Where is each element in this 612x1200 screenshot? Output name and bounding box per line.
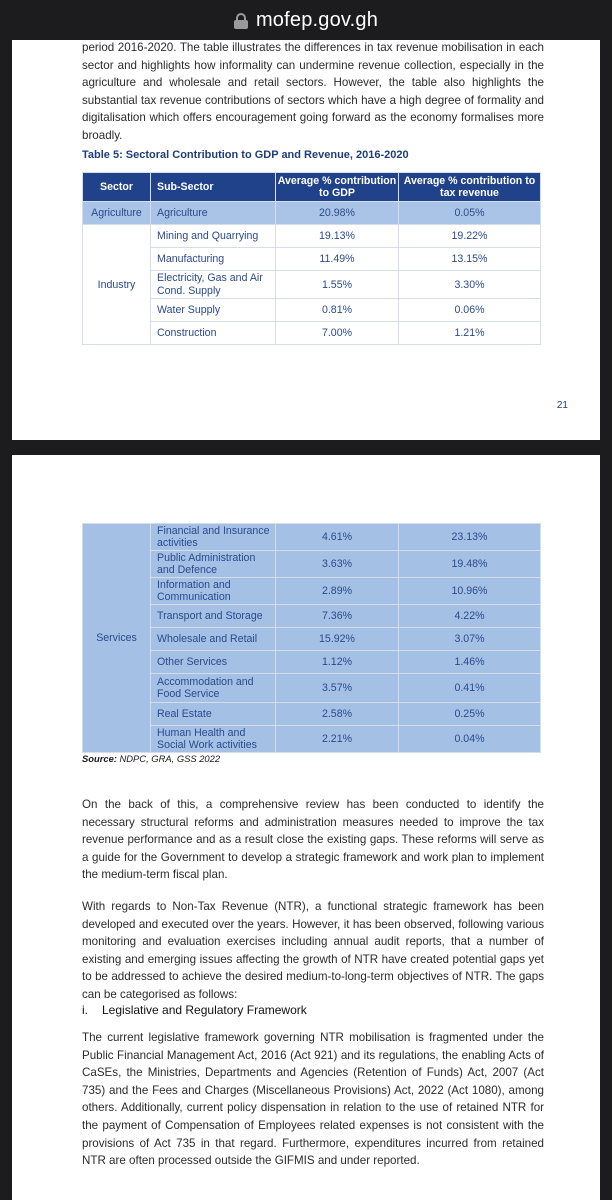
sub-sector-cell: Construction <box>151 322 276 345</box>
gdp-cell: 4.61% <box>276 524 399 551</box>
gdp-cell: 19.13% <box>276 225 399 248</box>
table-row <box>83 551 541 578</box>
body-paragraph-2: With regards to Non-Tax Revenue (NTR), a functional strategic framework has been developed and executed over the years. However, it has been observed, following various monitoring and evaluation exercises including annual audit reports, that a number of existing and emerging issues affecting the growth of NTR have created potential gaps yet to be addressed to achieve the desired medium-to-long-term objectives of NTR. The gaps can be categorised as follows: <box>82 900 544 1001</box>
section-heading-number: i. <box>82 1003 88 1017</box>
body-paragraph-1: On the back of this, a comprehensive review has been conducted to identify the necessary structural reforms and administration measures needed to improve the tax revenue performance and as a result close the existing gaps. These reforms will serve as a guide for the Government to develop a strategic framework and work plan to implement the medium-term fiscal plan. <box>82 798 544 882</box>
table-row <box>83 674 541 703</box>
table-row <box>83 299 541 322</box>
section-heading <box>82 1003 307 1017</box>
sub-sector-cell: Manufacturing <box>151 248 276 271</box>
table-row <box>83 322 541 345</box>
gdp-cell: 15.92% <box>276 628 399 651</box>
gdp-cell: 2.58% <box>276 703 399 726</box>
table-source <box>82 753 220 764</box>
table-row <box>83 202 541 225</box>
table-row <box>83 651 541 674</box>
page-number: 21 <box>556 400 568 411</box>
table-row <box>83 248 541 271</box>
document-page-22 <box>12 455 600 1200</box>
browser-url-bar[interactable] <box>0 0 612 40</box>
intro-paragraph: period 2016-2020. The table illustrates the differences in tax revenue mobilisation in each sector and highlights how informality can undermine revenue collection, especially in the agriculture and wholesale and retail sectors. However, the table also highlights the substantial tax revenue contributions of sectors which have a high degree of formality and digitalisation which offers encouragement going forward as the economy formalises more broadly. <box>82 41 544 142</box>
sub-sector-cell: Information and Communication <box>151 578 276 605</box>
tax-cell: 1.21% <box>399 322 541 345</box>
header-gdp: Average % contribution to GDP <box>276 173 399 202</box>
sub-sector-cell: Transport and Storage <box>151 605 276 628</box>
url-text[interactable]: mofep.gov.gh <box>255 8 379 31</box>
gdp-cell: 11.49% <box>276 248 399 271</box>
tax-cell: 0.04% <box>399 726 541 753</box>
sector-table-part2 <box>82 523 541 753</box>
gdp-cell: 3.63% <box>276 551 399 578</box>
sub-sector-cell: Water Supply <box>151 299 276 322</box>
gdp-cell: 20.98% <box>276 202 399 225</box>
table-row <box>83 703 541 726</box>
sub-sector-cell: Agriculture <box>151 202 276 225</box>
sub-sector-cell: Real Estate <box>151 703 276 726</box>
tax-cell: 13.15% <box>399 248 541 271</box>
table-row <box>83 726 541 753</box>
table-row <box>83 271 541 299</box>
tax-cell: 4.22% <box>399 605 541 628</box>
table-caption: Table 5: Sectoral Contribution to GDP and Revenue, 2016-2020 <box>82 149 409 161</box>
table-row <box>83 524 541 551</box>
gdp-cell: 2.21% <box>276 726 399 753</box>
header-tax: Average % contribution to tax revenue <box>399 173 541 202</box>
source-text: NDPC, GRA, GSS 2022 <box>119 753 221 764</box>
gdp-cell: 3.57% <box>276 674 399 703</box>
table-row <box>83 225 541 248</box>
tax-cell: 0.06% <box>399 299 541 322</box>
table-row <box>83 605 541 628</box>
section-heading-text: Legislative and Regulatory Framework <box>102 1003 307 1017</box>
tax-cell: 19.48% <box>399 551 541 578</box>
sector-cell-industry: Industry <box>83 225 151 345</box>
sector-table-part1 <box>82 172 541 345</box>
sub-sector-cell: Human Health and Social Work activities <box>151 726 276 753</box>
table-row <box>83 578 541 605</box>
body-paragraph-3: The current legislative framework governing NTR mobilisation is fragmented under the Public Financial Management Act, 2016 (Act 921) and its regulations, the enabling Acts of CaSEs, the Ministries, Departments and Agencies (Retention of Funds) Act, 2007 (Act 735) and the Fees and Charges (Miscellaneous Provisions) Act, 2022 (Act 1080), among others. Additionally, current policy dispensation in relation to the use of retained NTR for the payment of Compensation of Employees related expenses is not consistent with the provisions of Act 735 in that regard. Furthermore, expenditures incurred from retained NTR are often processed outside the GIFMIS and under reported. <box>82 1031 544 1168</box>
header-sub-sector: Sub-Sector <box>151 173 276 202</box>
sub-sector-cell: Public Administration and Defence <box>151 551 276 578</box>
sub-sector-cell: Financial and Insurance activities <box>151 524 276 551</box>
sector-cell-services: Services <box>83 524 151 753</box>
gdp-cell: 2.89% <box>276 578 399 605</box>
source-label: Source: <box>82 753 117 764</box>
table-header-row <box>83 173 541 202</box>
sector-cell: Agriculture <box>83 202 151 225</box>
sub-sector-cell: Electricity, Gas and Air Cond. Supply <box>151 271 276 299</box>
gdp-cell: 1.12% <box>276 651 399 674</box>
tax-cell: 0.25% <box>399 703 541 726</box>
tax-cell: 3.07% <box>399 628 541 651</box>
tax-cell: 3.30% <box>399 271 541 299</box>
gdp-cell: 7.00% <box>276 322 399 345</box>
tax-cell: 1.46% <box>399 651 541 674</box>
lock-icon <box>234 13 248 29</box>
table-row <box>83 628 541 651</box>
sub-sector-cell: Accommodation and Food Service <box>151 674 276 703</box>
gdp-cell: 7.36% <box>276 605 399 628</box>
sub-sector-cell: Wholesale and Retail <box>151 628 276 651</box>
tax-cell: 23.13% <box>399 524 541 551</box>
tax-cell: 0.05% <box>399 202 541 225</box>
gdp-cell: 0.81% <box>276 299 399 322</box>
gdp-cell: 1.55% <box>276 271 399 299</box>
tax-cell: 10.96% <box>399 578 541 605</box>
tax-cell: 19.22% <box>399 225 541 248</box>
document-page-21 <box>12 40 600 440</box>
tax-cell: 0.41% <box>399 674 541 703</box>
sub-sector-cell: Mining and Quarrying <box>151 225 276 248</box>
header-sector: Sector <box>83 173 151 202</box>
sub-sector-cell: Other Services <box>151 651 276 674</box>
